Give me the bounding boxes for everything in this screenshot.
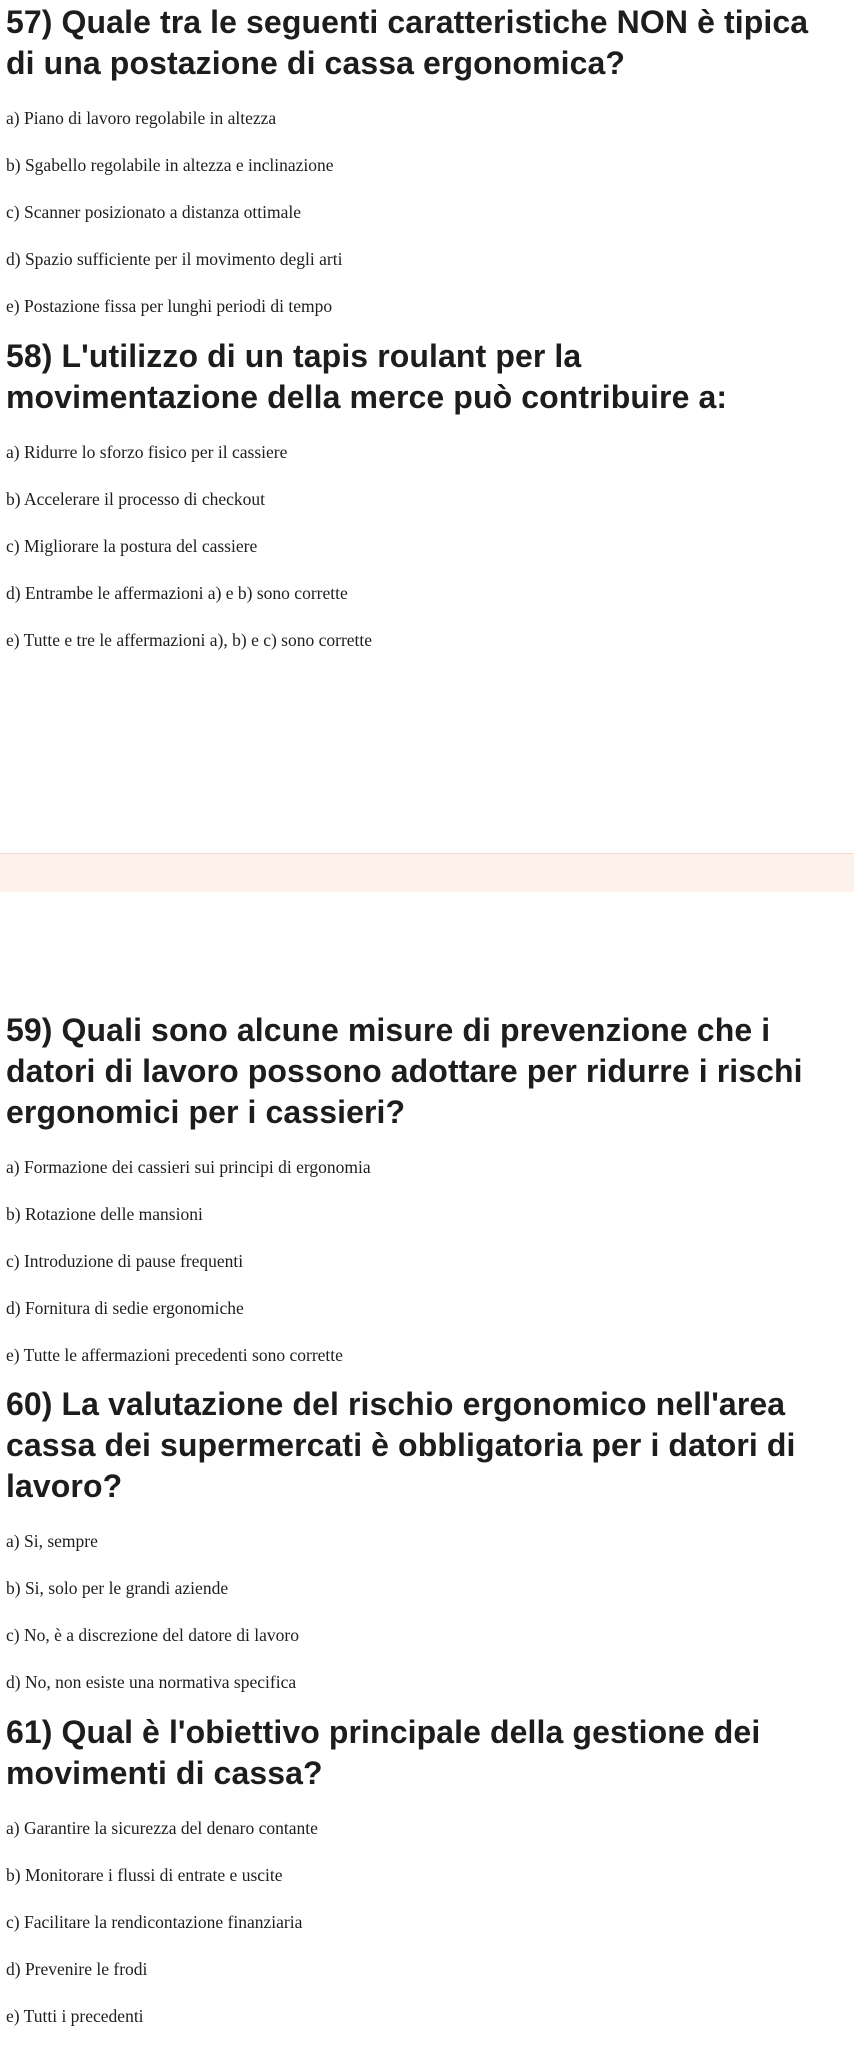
option-c: c) Migliorare la postura del cassiere: [6, 536, 258, 556]
option-a: a) Si, sempre: [6, 1531, 98, 1551]
option-d: d) Spazio sufficiente per il movimento degli arti: [6, 249, 343, 269]
question-57: [0, 2, 854, 342]
question-58: [0, 336, 854, 676]
option-c: c) No, è a discrezione del datore di lavoro: [6, 1625, 299, 1645]
question-59: [0, 1010, 854, 1391]
question-61: [0, 1712, 854, 2052]
option-b: b) Monitorare i flussi di entrate e uscite: [6, 1865, 283, 1885]
option-b: b) Sgabello regolabile in altezza e inclinazione: [6, 155, 334, 175]
option-a: a) Formazione dei cassieri sui principi di ergonomia: [6, 1157, 371, 1177]
question-title: 57) Quale tra le seguenti caratteristiche NON è tipica di una postazione di cassa ergonomica?: [6, 4, 809, 81]
option-list: [6, 1817, 832, 2052]
question-title: 60) La valutazione del rischio ergonomico nell'area cassa dei supermercati è obbligatoria per i datori di lavoro?: [6, 1386, 796, 1504]
option-e: e) Tutte le affermazioni precedenti sono corrette: [6, 1345, 343, 1365]
question-title: 59) Quali sono alcune misure di prevenzione che i datori di lavoro possono adottare per ridurre i rischi ergonomici per i cassieri?: [6, 1012, 803, 1130]
option-list: [6, 1156, 832, 1391]
question-title: 58) L'utilizzo di un tapis roulant per la movimentazione della merce può contribuire a:: [6, 338, 728, 415]
option-list: [6, 441, 832, 676]
option-list: [6, 1530, 832, 1718]
option-b: b) Si, solo per le grandi aziende: [6, 1578, 229, 1598]
option-d: d) Prevenire le frodi: [6, 1959, 148, 1979]
option-e: e) Tutti i precedenti: [6, 2006, 144, 2026]
page-divider: [0, 853, 854, 892]
option-a: a) Piano di lavoro regolabile in altezza: [6, 108, 277, 128]
option-c: c) Introduzione di pause frequenti: [6, 1251, 244, 1271]
option-a: a) Ridurre lo sforzo fisico per il cassiere: [6, 442, 288, 462]
option-c: c) Facilitare la rendicontazione finanziaria: [6, 1912, 303, 1932]
option-d: d) No, non esiste una normativa specifica: [6, 1672, 297, 1692]
option-a: a) Garantire la sicurezza del denaro contante: [6, 1818, 318, 1838]
option-d: d) Fornitura di sedie ergonomiche: [6, 1298, 244, 1318]
question-title: 61) Qual è l'obiettivo principale della gestione dei movimenti di cassa?: [6, 1714, 761, 1791]
option-c: c) Scanner posizionato a distanza ottimale: [6, 202, 301, 222]
option-e: e) Postazione fissa per lunghi periodi di tempo: [6, 296, 333, 316]
option-list: [6, 107, 832, 342]
option-e: e) Tutte e tre le affermazioni a), b) e c) sono corrette: [6, 630, 373, 650]
option-b: b) Accelerare il processo di checkout: [6, 489, 265, 509]
option-b: b) Rotazione delle mansioni: [6, 1204, 203, 1224]
question-60: [0, 1384, 854, 1718]
option-d: d) Entrambe le affermazioni a) e b) sono corrette: [6, 583, 348, 603]
